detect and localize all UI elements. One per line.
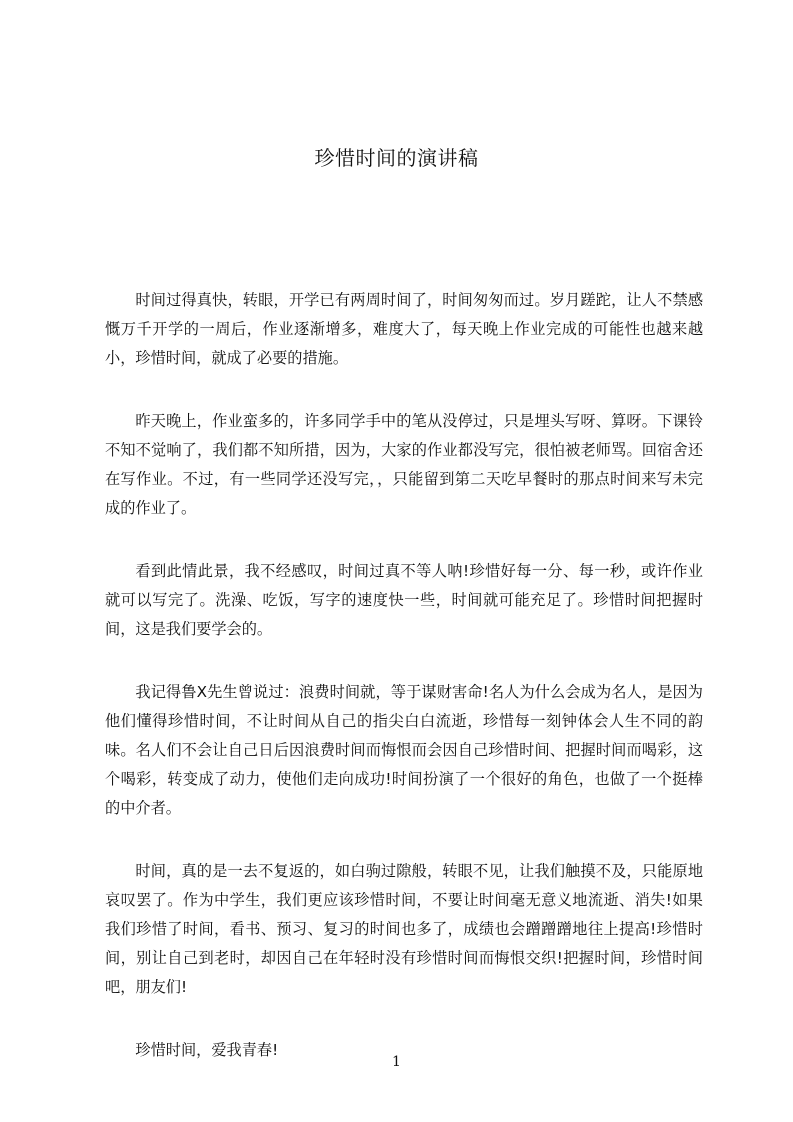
paragraph-4: 我记得鲁X先生曾说过：浪费时间就，等于谋财害命!名人为什么会成为名人，是因为他们懂得珍惜时间，不让时间从自己的指尖白白流逝，珍惜每一刻钟体会人生不同的韵味。名人们不会让自己日后因浪费时间而悔恨而会因自己珍惜时间、把握时间而喝彩，这个喝彩，转变成了动力，使他们走向成功!时间扮演了一个很好的角色，也做了一个挺棒的中介者。	[105, 683, 703, 817]
paragraph-1: 时间过得真快，转眼，开学已有两周时间了，时间匆匆而过。岁月蹉跎，让人不禁感慨万千开学的一周后，作业逐渐增多，难度大了，每天晚上作业完成的可能性也越来越小，珍惜时间，就成了必要的措施。	[105, 291, 703, 367]
page-number: 1	[392, 1054, 401, 1070]
paragraph-6: 珍惜时间，爱我青春!	[135, 1041, 279, 1059]
paragraph-2: 昨天晚上，作业蛮多的，许多同学手中的笔从没停过，只是埋头写呀、算呀。下课铃不知不觉响了，我们都不知所措，因为，大家的作业都没写完，很怕被老师骂。回宿舍还在写作业。不过，有一些同学还没写完，，只能留到第二天吃早餐时的那点时间来写未完成的作业了。	[105, 412, 703, 517]
paragraph-5: 时间，真的是一去不复返的，如白驹过隙般，转眼不见，让我们触摸不及，只能原地哀叹罢了。作为中学生，我们更应该珍惜时间，不要让时间毫无意义地流逝、消失!如果我们珍惜了时间，看书、预习、复习的时间也多了，成绩也会蹭蹭蹭地往上提高!珍惜时间，别让自己到老时，却因自己在年轻时没有珍惜时间而悔恨交织!把握时间，珍惜时间吧，朋友们!	[105, 862, 703, 996]
document-title: 珍惜时间的演讲稿	[314, 146, 479, 170]
document-body	[105, 286, 703, 1065]
paragraph-3: 看到此情此景，我不经感叹，时间过真不等人呐!珍惜好每一分、每一秒，或许作业就可以写完了。洗澡、吃饭，写字的速度快一些，时间就可能充足了。珍惜时间把握时间，这是我们要学会的。	[105, 562, 703, 638]
